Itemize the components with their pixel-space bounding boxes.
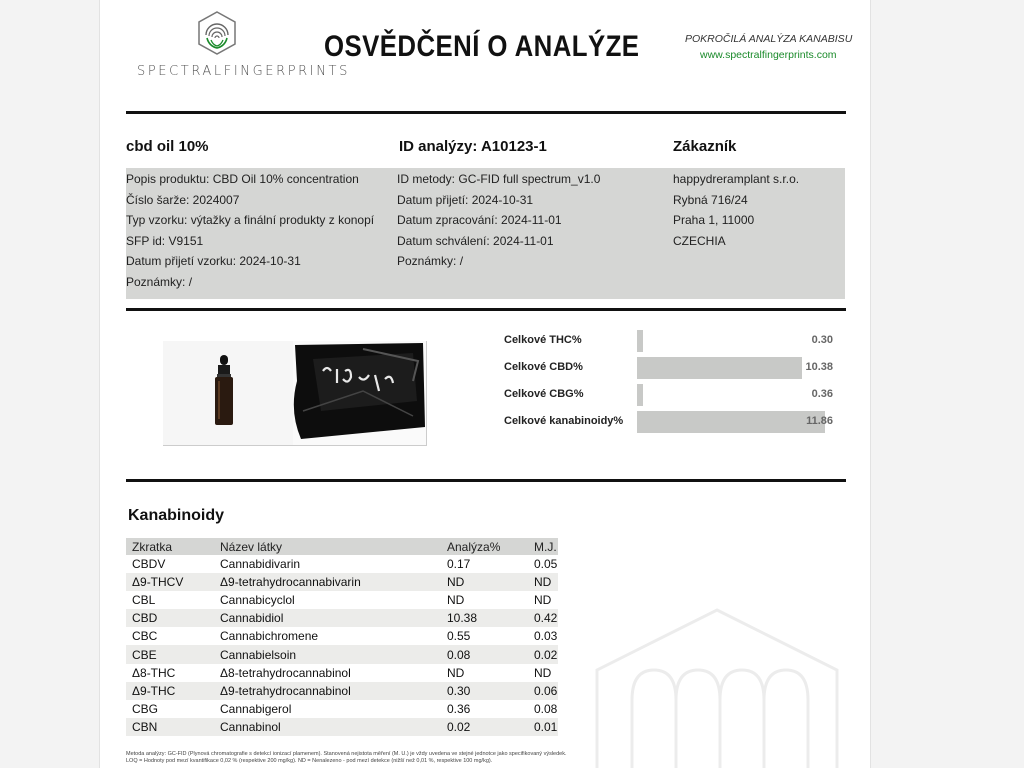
bar-value: 10.38 [805,361,833,373]
bar-value: 11.86 [806,415,833,427]
abbreviation-cell: Δ9-THC [126,682,214,700]
column-header: M.J. [528,538,558,555]
logo [137,8,350,88]
sfp-id: SFP id: V9151 [126,233,204,248]
customer-country: CZECHIA [673,233,726,248]
table-row [126,627,558,645]
analysis-percent-cell: 10.38 [441,609,528,627]
table-row [126,645,558,663]
bar [637,384,643,406]
product-description: Popis produktu: CBD Oil 10% concentration [126,172,359,186]
method-id: ID metody: GC-FID full spectrum_v1.0 [397,172,601,186]
table-row [126,573,558,591]
abbreviation-cell: CBG [132,701,159,716]
abbreviation-cell: Δ9-THCV [126,573,214,591]
subtitle: POKROČILÁ ANALÝZA KANABISU [685,33,853,45]
certificate-page [99,0,871,768]
analysis-percent-cell: 0.30 [441,682,528,700]
customer-name: happydreramplant s.r.o. [673,172,800,186]
substance-name-cell: Δ8-tetrahydrocannabinol [220,665,351,680]
divider [126,111,846,114]
table-row [126,591,558,609]
bar [637,330,643,352]
customer-details [673,169,799,251]
batch-number: Číslo šarže: 2024007 [126,192,240,207]
bar-value: 0.36 [811,388,833,400]
column-header: Název látky [214,538,441,555]
table-header-row [126,538,558,555]
measurement-uncertainty-cell: ND [534,665,552,680]
abbreviation-cell: CBE [126,645,214,663]
measurement-uncertainty-cell: 0.05 [534,557,558,572]
column-header: Analýza% [441,538,528,555]
bar-value: 0.30 [811,334,833,346]
substance-name-cell: Cannabinol [214,718,441,736]
table-row [126,609,558,627]
substance-name-cell: Cannabielsoin [214,645,441,663]
column-header: Zkratka [126,538,214,555]
logo-text: SPECTRALFINGERPRINTS [137,64,350,79]
analysis-percent-cell: ND [441,573,528,591]
table-row [126,664,558,682]
cannabinoids-table [126,538,558,736]
customer-city: Praha 1, 11000 [673,213,755,228]
sample-photo [163,341,427,446]
abbreviation-cell: CBDV [132,557,166,572]
cannabinoids-title: Kanabinoidy [128,507,225,524]
abbreviation-cell: CBN [126,718,214,736]
loq-footnote: LOQ = Hodnoty pod mezí kvantifikace 0,02 % (respektive 200 mg/kg). ND = Nenalezeno - pod mezí detekce (nižší než 0,01 %, respektive 100 mg/kg). [126,758,493,764]
measurement-uncertainty-cell: ND [534,593,552,608]
sample-received-date: Datum přijetí vzorku: 2024-10-31 [126,254,301,269]
website-link[interactable]: www.spectralfingerprints.com [700,49,837,61]
measurement-uncertainty-cell: 0.01 [528,718,558,736]
watermark-logo-icon [592,600,842,768]
page-title: OSVĚDČENÍ O ANALÝZE [324,30,640,63]
substance-name-cell: Cannabichromene [220,629,319,644]
analysis-details [397,169,600,272]
sample-type: Typ vzorku: výtažky a finální produkty z konopí [126,213,375,228]
table-row [126,700,558,718]
abbreviation-cell: CBD [126,609,214,627]
bar [637,357,802,379]
info-box [126,168,845,299]
measurement-uncertainty-cell: 0.06 [528,682,558,700]
measurement-uncertainty-cell: ND [528,573,558,591]
divider [126,479,846,482]
approved-date: Datum schválení: 2024-11-01 [397,233,554,248]
analysis-percent-cell: 0.55 [447,629,471,644]
substance-name-cell: Cannabicyclol [220,593,295,608]
measurement-uncertainty-cell: 0.08 [534,701,558,716]
product-notes: Poznámky: / [126,274,193,289]
bar-label: Celkové CBG% [504,388,584,400]
bar-label: Celkové CBD% [504,361,583,373]
measurement-uncertainty-cell: 0.42 [528,609,558,627]
table-row [126,682,558,700]
substance-name-cell: Cannabidiol [214,609,441,627]
bar-label: Celkové kanabinoidy% [504,415,624,427]
analysis-percent-cell: ND [447,665,465,680]
customer-heading: Zákazník [673,138,737,155]
measurement-uncertainty-cell: 0.02 [528,645,558,663]
substance-name-cell: Cannabigerol [220,701,292,716]
substance-name-cell: Δ9-tetrahydrocannabivarin [214,573,441,591]
analysis-percent-cell: 0.17 [447,557,471,572]
measurement-uncertainty-cell: 0.03 [534,629,558,644]
divider [126,308,846,311]
customer-street: Rybná 716/24 [673,192,748,207]
received-date: Datum přijetí: 2024-10-31 [397,192,534,207]
table-row [126,718,558,736]
processed-date: Datum zpracování: 2024-11-01 [397,213,562,228]
analysis-percent-cell: 0.08 [441,645,528,663]
method-footnote: Metoda analýzy: GC-FID (Plynová chromatografie s detekcí ionizací plamenem). Stanovená nejistota měření (M. U.) je vždy uvedena ve stejné jednotce jako specifikovaný výsledek. [126,751,567,757]
analysis-percent-cell: ND [447,593,465,608]
abbreviation-cell: CBL [132,593,156,608]
substance-name-cell: Δ9-tetrahydrocannabinol [214,682,441,700]
sample-photo-image [163,341,426,445]
analysis-notes: Poznámky: / [397,254,464,269]
analysis-percent-cell: 0.36 [447,701,471,716]
abbreviation-cell: CBC [132,629,158,644]
substance-name-cell: Cannabidivarin [220,557,301,572]
abbreviation-cell: Δ8-THC [132,665,176,680]
product-heading: cbd oil 10% [126,138,209,155]
logo-mark-icon [137,8,297,64]
table-row [126,555,558,573]
analysis-id-heading: ID analýzy: A10123-1 [399,138,547,155]
product-details [126,169,374,293]
analysis-percent-cell: 0.02 [441,718,528,736]
bar-label: Celkové THC% [504,334,582,346]
